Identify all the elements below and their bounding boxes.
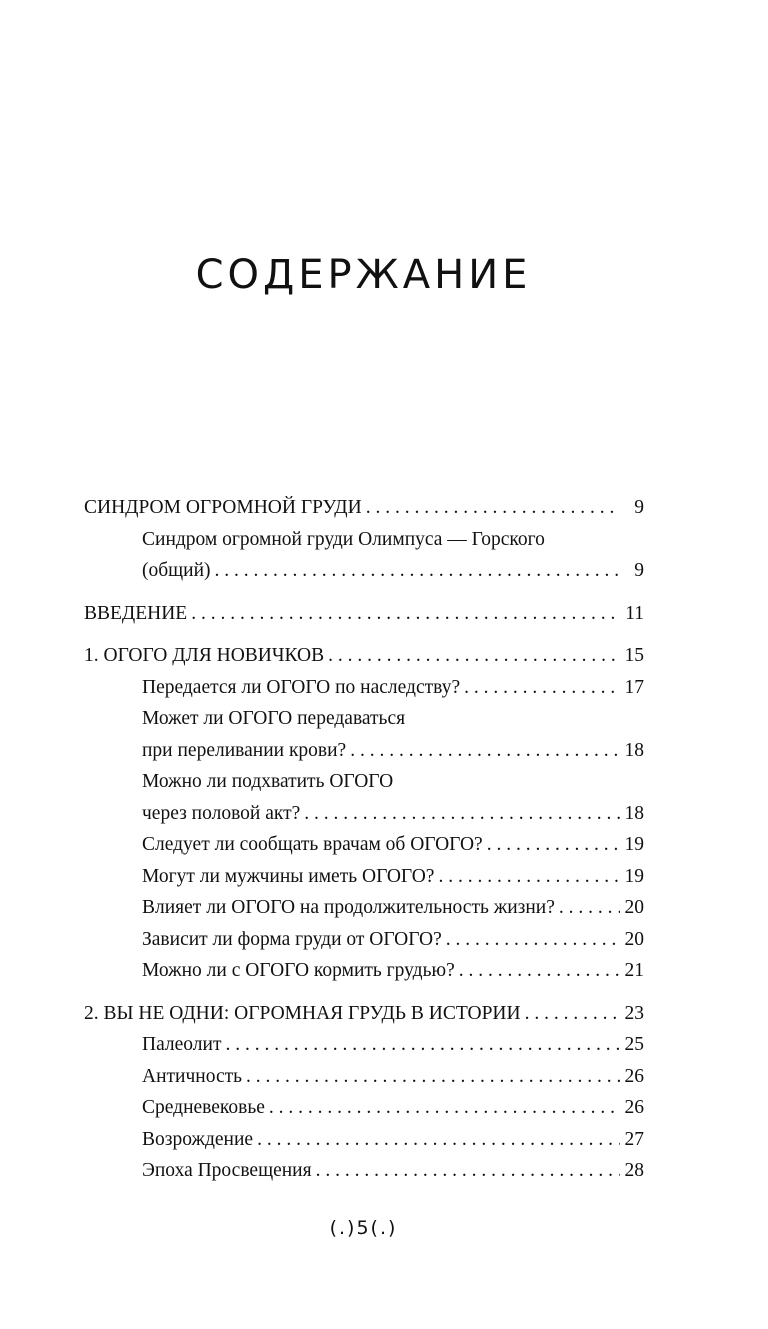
toc-entry	[84, 766, 644, 798]
toc-entry-page: 15	[624, 645, 644, 666]
dot-leader	[246, 1061, 620, 1093]
toc-entry-page: 19	[624, 834, 644, 855]
toc-entry-title: Палеолит	[142, 1034, 222, 1055]
toc-entry	[84, 1124, 644, 1156]
dot-leader	[366, 492, 620, 524]
toc-entry	[84, 798, 644, 830]
toc-entry	[84, 892, 644, 924]
dot-leader	[257, 1124, 620, 1156]
toc-entry	[84, 998, 644, 1030]
dot-leader	[215, 555, 620, 587]
toc-entry-title: Следует ли сообщать врачам об ОГОГО?	[142, 834, 483, 855]
page-title: СОДЕРЖАНИЕ	[195, 252, 532, 298]
toc-entry-page: 19	[624, 865, 644, 887]
page-number: (.)5(.)	[329, 1217, 398, 1239]
toc-entry-title: Возрождение	[142, 1128, 254, 1150]
toc-entry-page: 11	[625, 602, 644, 624]
toc-entry	[84, 924, 644, 956]
toc-entry-page: 18	[624, 739, 644, 761]
toc-entry-title: 2. ВЫ НЕ ОДНИ: ОГРОМНАЯ ГРУДЬ В ИСТОРИИ	[84, 1002, 521, 1024]
toc-entry-title: Зависит ли форма груди от ОГОГО?	[142, 928, 442, 950]
toc-entry-title: Средневековье	[142, 1097, 265, 1118]
toc-entry-page: 23	[624, 1002, 644, 1024]
toc-entry-page: 28	[624, 1160, 644, 1181]
table-of-contents	[84, 492, 644, 1187]
toc-entry	[84, 703, 644, 735]
toc-entry-page: 9	[634, 497, 644, 518]
toc-entry	[84, 735, 644, 767]
toc-entry	[84, 492, 644, 524]
toc-entry-page: 18	[624, 802, 644, 824]
toc-entry-page: 25	[624, 1034, 644, 1055]
dot-leader	[446, 924, 620, 956]
toc-entry-page: 20	[624, 928, 644, 950]
dot-leader	[269, 1092, 620, 1124]
toc-entry-title: Передается ли ОГОГО по наследству?	[142, 676, 461, 698]
toc-entry	[84, 555, 644, 587]
toc-entry-page: 9	[634, 560, 644, 581]
toc-entry	[84, 861, 644, 893]
toc-entry	[84, 598, 644, 630]
toc-entry-title: Можно ли с ОГОГО кормить грудью?	[142, 960, 455, 981]
dot-leader	[525, 998, 620, 1030]
toc-entry	[84, 955, 644, 987]
toc-entry-title: (общий)	[142, 560, 211, 581]
toc-entry-page: 20	[624, 897, 644, 918]
dot-leader	[225, 1029, 620, 1061]
dot-leader	[350, 735, 620, 767]
toc-entry	[84, 1092, 644, 1124]
dot-leader	[559, 892, 620, 924]
toc-entry-title: Могут ли мужчины иметь ОГОГО?	[142, 865, 435, 887]
toc-entry-title: Античность	[142, 1065, 243, 1087]
dot-leader	[328, 640, 620, 672]
toc-entry-title: через половой акт?	[142, 802, 301, 824]
dot-leader	[191, 598, 620, 630]
toc-entry-page: 26	[624, 1065, 644, 1087]
toc-entry-title: Можно ли подхватить ОГОГО	[142, 771, 394, 792]
toc-entry-title: при переливании крови?	[142, 739, 347, 761]
toc-entry-title: 1. ОГОГО ДЛЯ НОВИЧКОВ	[84, 645, 325, 666]
dot-leader	[438, 861, 620, 893]
toc-entry-title: Может ли ОГОГО передаваться	[142, 708, 406, 729]
toc-entry-title: СИНДРОМ ОГРОМНОЙ ГРУДИ	[84, 497, 362, 518]
toc-entry	[84, 1155, 644, 1187]
toc-entry	[84, 672, 644, 704]
toc-entry-title: ВВЕДЕНИЕ	[84, 602, 188, 624]
dot-leader	[459, 955, 620, 987]
dot-leader	[487, 829, 620, 861]
dot-leader	[304, 798, 620, 830]
toc-entry-page: 17	[624, 676, 644, 698]
toc-entry	[84, 1061, 644, 1093]
dot-leader	[464, 672, 620, 704]
toc-entry-page: 27	[624, 1128, 644, 1150]
toc-entry-page: 21	[624, 960, 644, 981]
toc-entry	[84, 1029, 644, 1061]
toc-entry	[84, 640, 644, 672]
toc-entry-title: Влияет ли ОГОГО на продолжительность жизни?	[142, 897, 555, 918]
dot-leader	[316, 1155, 620, 1187]
toc-entry	[84, 524, 644, 556]
toc-entry	[84, 829, 644, 861]
toc-entry-title: Синдром огромной груди Олимпуса — Горского	[142, 528, 545, 550]
toc-entry-title: Эпоха Просвещения	[142, 1160, 312, 1181]
toc-entry-page: 26	[624, 1097, 644, 1118]
